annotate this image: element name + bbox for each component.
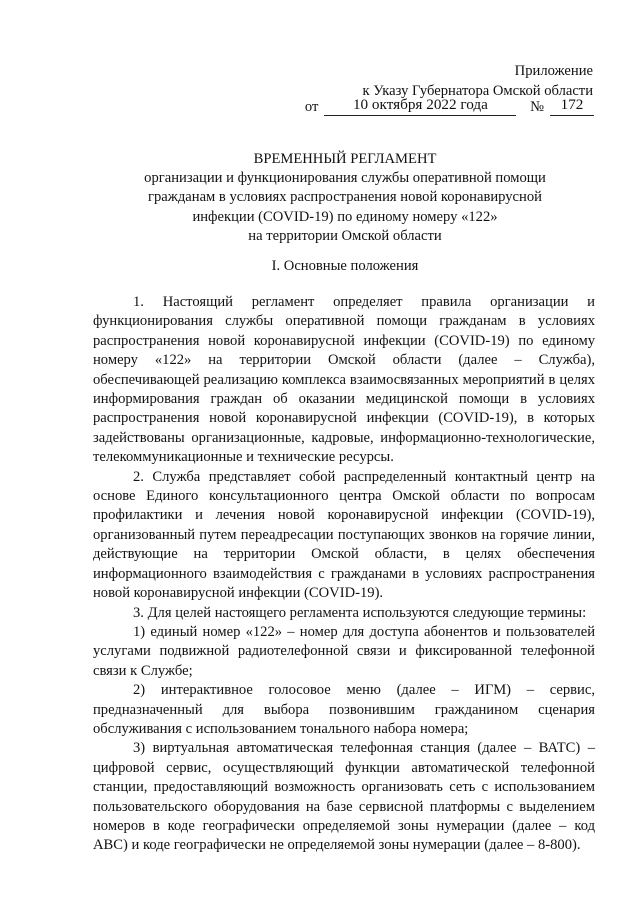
document-body — [93, 293, 595, 856]
title-line-3: гражданам в условиях распространения новой коронавирусной — [148, 189, 542, 206]
paragraph-3: 3. Для целей настоящего регламента используются следующие термины: — [133, 604, 587, 621]
decree-number-value: 172 — [560, 96, 584, 113]
paragraph-2: 2. Служба представляет собой распределенный контактный центр на основе Единого консультационного центра Омской области по вопросам профилактики и лечения новой коронавирусной инфекции (COVID-19), организованный путем переадресации поступающих звонков на горячие линии, действующие на территории Омской области, в целях обеспечения информационного взаимодействия с гражданами в условиях распространения новой коронавирусной инфекции (COVID-19). — [93, 468, 595, 602]
term-2: 2) интерактивное голосовое меню (далее – ИГМ) – сервис, предназначенный для выбора позвонившим гражданином сценария обслуживания с использованием тонального набора номера; — [93, 682, 595, 737]
decree-date-field — [324, 96, 516, 116]
decree-reference: к Указу Губернатора Омской области — [362, 82, 593, 99]
decree-number-field — [550, 96, 594, 116]
decree-date-value: 10 октября 2022 года — [352, 96, 488, 113]
decree-date-line — [294, 96, 594, 116]
term-3: 3) виртуальная автоматическая телефонная станция (далее – ВАТС) – цифровой сервис, осуществляющий функции автоматической телефонной станции, предоставляющий возможность организовать сеть с использованием пользовательского оборудования на базе сервисной платформы с выделением номеров в коде географически определяемой зоны нумерации (далее – код ABC) и коде географически не определяемой зоны нумерации (далее – 8-800). — [93, 740, 595, 854]
section-heading: I. Основные положения — [271, 258, 419, 274]
title-line-1: ВРЕМЕННЫЙ РЕГЛАМЕНТ — [253, 151, 437, 167]
paragraph-1: 1. Настоящий регламент определяет правила организации и функционирования службы оперативной помощи гражданам в условиях распространения новой коронавирусной инфекции (COVID-19) по единому номеру «122» на территории Омской области (далее – Служба), обеспечивающей реализацию комплекса взаимосвязанных мероприятий в целях информирования граждан об оказании медицинской помощи в условиях распространения новой коронавирусной инфекции (COVID-19), в которых задействованы организационные, кадровые, информационно-технологические, телекоммуникационные и технические ресурсы. — [93, 294, 595, 466]
appendix-label: Приложение — [514, 63, 593, 79]
term-1: 1) единый номер «122» – номер для доступа абонентов и пользователей услугами подвижной радиотелефонной связи и фиксированной телефонной связи к Службе; — [93, 623, 595, 679]
title-line-2: организации и функционирования службы оперативной помощи — [144, 170, 546, 187]
title-line-4: инфекции (COVID-19) по единому номеру «122» — [192, 208, 498, 225]
document-title — [100, 150, 590, 246]
title-line-5: на территории Омской области — [248, 227, 442, 244]
number-label: № — [530, 99, 544, 115]
from-label: от — [304, 99, 319, 115]
